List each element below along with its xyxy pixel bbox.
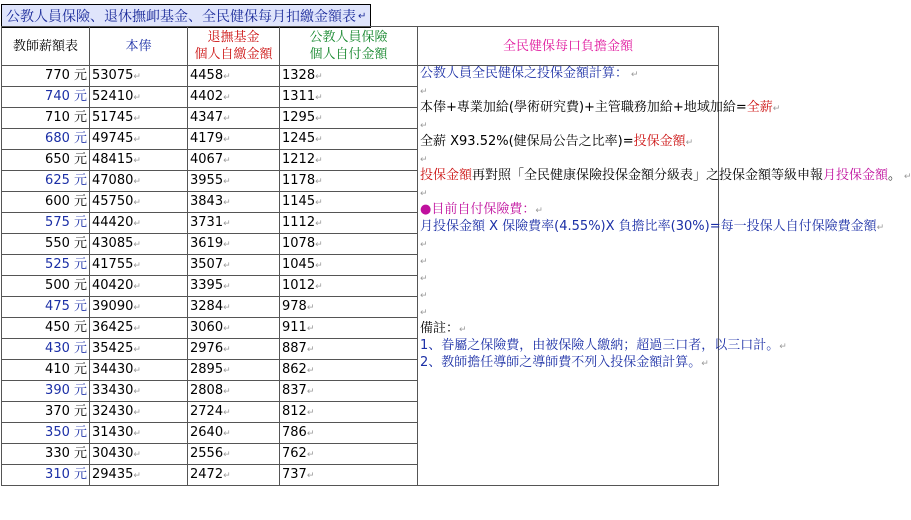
- note-line: 2、教師擔任導師之導師費不列入投保金額計算。↵: [420, 355, 709, 370]
- pension-cell: 3395↵: [188, 276, 280, 297]
- base-cell: 47080↵: [90, 171, 188, 192]
- pension-cell: 4402↵: [188, 87, 280, 108]
- paragraph-mark-icon: ↵: [133, 71, 141, 82]
- salary-cell: 740 元: [2, 87, 90, 108]
- insurance-cell: 1328↵: [280, 66, 418, 87]
- paragraph-mark-icon: ↵: [315, 197, 323, 208]
- paragraph-mark-icon: ↵: [223, 197, 231, 208]
- note-line: ↵: [420, 121, 428, 131]
- note-line: ↵: [420, 240, 428, 250]
- pension-cell: 3507↵: [188, 255, 280, 276]
- paragraph-mark-icon: ↵: [133, 92, 141, 103]
- pension-cell: 3731↵: [188, 213, 280, 234]
- insurance-cell: 911↵: [280, 318, 418, 339]
- note-line: ↵: [420, 87, 428, 97]
- base-cell: 51745↵: [90, 108, 188, 129]
- note-line: 月投保金額 X 保險費率(4.55%)X 負擔比率(30%)=每一投保人自付保險費金額↵: [420, 219, 885, 234]
- insurance-cell: 837↵: [280, 381, 418, 402]
- insurance-cell: 1311↵: [280, 87, 418, 108]
- note-line: ↵: [420, 291, 428, 301]
- salary-cell: 650 元: [2, 150, 90, 171]
- base-cell: 31430↵: [90, 423, 188, 444]
- base-cell: 39090↵: [90, 297, 188, 318]
- paragraph-mark-icon: ↵: [315, 155, 323, 166]
- pension-cell: 4458↵: [188, 66, 280, 87]
- paragraph-mark-icon: ↵: [223, 176, 231, 187]
- pension-cell: 2895↵: [188, 360, 280, 381]
- paragraph-mark-icon: ↵: [133, 113, 141, 124]
- paragraph-mark-icon: ↵: [315, 176, 323, 187]
- paragraph-mark-icon: ↵: [223, 470, 231, 481]
- paragraph-mark-icon: ↵: [223, 218, 231, 229]
- paragraph-mark-icon: ↵: [223, 260, 231, 271]
- base-cell: 48415↵: [90, 150, 188, 171]
- paragraph-mark-icon: ↵: [315, 134, 323, 145]
- pension-cell: 2976↵: [188, 339, 280, 360]
- insurance-cell: 1295↵: [280, 108, 418, 129]
- paragraph-mark-icon: ↵: [223, 449, 231, 460]
- base-cell: 45750↵: [90, 192, 188, 213]
- paragraph-mark-icon: ↵: [223, 155, 231, 166]
- note-line: 投保金額再對照「全民健康保險投保金額分級表」之投保金額等級申報月投保金額。 ↵: [420, 168, 911, 183]
- paragraph-mark-icon: ↵: [133, 386, 141, 397]
- note-line: ↵: [420, 189, 428, 199]
- paragraph-mark-icon: ↵: [306, 365, 315, 376]
- deduction-table: [1, 26, 911, 486]
- insurance-cell: 762↵: [280, 444, 418, 465]
- pension-cell: 3284↵: [188, 297, 280, 318]
- base-cell: 52410↵: [90, 87, 188, 108]
- pension-cell: 3619↵: [188, 234, 280, 255]
- paragraph-mark-icon: ↵: [358, 10, 367, 22]
- insurance-cell: 1145↵: [280, 192, 418, 213]
- insurance-cell: 1112↵: [280, 213, 418, 234]
- salary-cell: 410 元: [2, 360, 90, 381]
- insurance-cell: 862↵: [280, 360, 418, 381]
- paragraph-mark-icon: ↵: [133, 407, 141, 418]
- paragraph-mark-icon: ↵: [223, 134, 231, 145]
- paragraph-mark-icon: ↵: [133, 218, 141, 229]
- paragraph-mark-icon: ↵: [223, 302, 231, 313]
- insurance-cell: 737↵: [280, 465, 418, 486]
- note-line: ↵: [420, 257, 428, 267]
- paragraph-mark-icon: ↵: [315, 239, 323, 250]
- salary-cell: 370 元: [2, 402, 90, 423]
- insurance-cell: 1078↵: [280, 234, 418, 255]
- base-cell: 34430↵: [90, 360, 188, 381]
- insurance-cell: 1012↵: [280, 276, 418, 297]
- table-body: [2, 27, 911, 486]
- paragraph-mark-icon: ↵: [133, 365, 141, 376]
- pension-cell: 4347↵: [188, 108, 280, 129]
- insurance-cell: 978↵: [280, 297, 418, 318]
- note-line: ↵: [420, 274, 428, 284]
- paragraph-mark-icon: ↵: [306, 302, 315, 313]
- base-cell: 49745↵: [90, 129, 188, 150]
- note-line: ●目前自付保險費：↵: [420, 202, 543, 217]
- paragraph-mark-icon: ↵: [223, 407, 231, 418]
- insurance-cell: 1212↵: [280, 150, 418, 171]
- paragraph-mark-icon: ↵: [223, 281, 231, 292]
- salary-cell: 600 元: [2, 192, 90, 213]
- paragraph-mark-icon: ↵: [133, 449, 141, 460]
- base-cell: 41755↵: [90, 255, 188, 276]
- base-cell: 43085↵: [90, 234, 188, 255]
- paragraph-mark-icon: ↵: [306, 386, 315, 397]
- salary-cell: 390 元: [2, 381, 90, 402]
- salary-cell: 500 元: [2, 276, 90, 297]
- base-cell: 53075↵: [90, 66, 188, 87]
- paragraph-mark-icon: ↵: [133, 344, 141, 355]
- header-salary: 教師薪額表: [2, 27, 90, 66]
- pension-cell: 4067↵: [188, 150, 280, 171]
- pension-cell: 2724↵: [188, 402, 280, 423]
- pension-cell: 2808↵: [188, 381, 280, 402]
- base-cell: 44420↵: [90, 213, 188, 234]
- table-title: [1, 4, 371, 28]
- salary-cell: 350 元: [2, 423, 90, 444]
- salary-cell: 625 元: [2, 171, 90, 192]
- salary-cell: 450 元: [2, 318, 90, 339]
- salary-cell: 525 元: [2, 255, 90, 276]
- salary-cell: 680 元: [2, 129, 90, 150]
- table-title-text: 公教人員保險、退休撫卹基金、全民健保每月扣繳金額表: [6, 9, 356, 25]
- note-line: 1、眷屬之保險費，由被保險人繳納；超過三口者，以三口計。↵: [420, 338, 787, 353]
- paragraph-mark-icon: ↵: [133, 176, 141, 187]
- paragraph-mark-icon: ↵: [223, 239, 231, 250]
- paragraph-mark-icon: ↵: [223, 344, 231, 355]
- salary-cell: 710 元: [2, 108, 90, 129]
- paragraph-mark-icon: ↵: [306, 470, 315, 481]
- pension-cell: 4179↵: [188, 129, 280, 150]
- salary-cell: 770 元: [2, 66, 90, 87]
- paragraph-mark-icon: ↵: [315, 218, 323, 229]
- paragraph-mark-icon: ↵: [133, 239, 141, 250]
- note-line: ↵: [420, 308, 428, 318]
- insurance-cell: 1045↵: [280, 255, 418, 276]
- paragraph-mark-icon: ↵: [223, 113, 231, 124]
- paragraph-mark-icon: ↵: [315, 92, 323, 103]
- paragraph-mark-icon: ↵: [223, 323, 231, 334]
- insurance-cell: 812↵: [280, 402, 418, 423]
- base-cell: 29435↵: [90, 465, 188, 486]
- paragraph-mark-icon: ↵: [133, 323, 141, 334]
- paragraph-mark-icon: ↵: [133, 281, 141, 292]
- paragraph-mark-icon: ↵: [315, 71, 323, 82]
- note-line: ↵: [420, 155, 428, 165]
- paragraph-mark-icon: ↵: [133, 470, 141, 481]
- header-base: 本俸: [90, 27, 188, 66]
- base-cell: 33430↵: [90, 381, 188, 402]
- header-pension: 退撫基金 個人自繳金額: [188, 27, 280, 66]
- pension-cell: 2556↵: [188, 444, 280, 465]
- pension-cell: 2640↵: [188, 423, 280, 444]
- pension-cell: 3843↵: [188, 192, 280, 213]
- paragraph-mark-icon: ↵: [223, 92, 231, 103]
- pension-cell: 3060↵: [188, 318, 280, 339]
- salary-cell: 310 元: [2, 465, 90, 486]
- paragraph-mark-icon: ↵: [133, 134, 141, 145]
- table-row: [2, 66, 719, 87]
- note-line: 公教人員全民健保之投保金額計算： ↵: [420, 66, 639, 81]
- insurance-cell: 786↵: [280, 423, 418, 444]
- base-cell: 35425↵: [90, 339, 188, 360]
- pension-cell: 3955↵: [188, 171, 280, 192]
- paragraph-mark-icon: ↵: [223, 428, 231, 439]
- paragraph-mark-icon: ↵: [133, 260, 141, 271]
- paragraph-mark-icon: ↵: [306, 449, 315, 460]
- header-health: 全民健保每口負擔金額: [418, 27, 719, 66]
- salary-cell: 475 元: [2, 297, 90, 318]
- note-line: 備註：↵: [420, 321, 467, 336]
- health-insurance-notes: [418, 66, 911, 486]
- paragraph-mark-icon: ↵: [306, 407, 315, 418]
- insurance-cell: 1245↵: [280, 129, 418, 150]
- paragraph-mark-icon: ↵: [223, 71, 231, 82]
- base-cell: 36425↵: [90, 318, 188, 339]
- paragraph-mark-icon: ↵: [223, 386, 231, 397]
- paragraph-mark-icon: ↵: [133, 197, 141, 208]
- salary-cell: 330 元: [2, 444, 90, 465]
- pension-cell: 2472↵: [188, 465, 280, 486]
- paragraph-mark-icon: ↵: [306, 428, 315, 439]
- paragraph-mark-icon: ↵: [133, 302, 141, 313]
- salary-cell: 575 元: [2, 213, 90, 234]
- note-line: 全薪 X93.52%(健保局公告之比率)=投保金額↵: [420, 134, 694, 149]
- note-line: 本俸+專業加給(學術研究費)+主管職務加給+地域加給=全薪↵: [420, 100, 781, 115]
- paragraph-mark-icon: ↵: [223, 365, 231, 376]
- paragraph-mark-icon: ↵: [133, 155, 141, 166]
- header-row: [2, 27, 719, 66]
- header-insurance: 公教人員保險 個人自付金額: [280, 27, 418, 66]
- base-cell: 32430↵: [90, 402, 188, 423]
- paragraph-mark-icon: ↵: [133, 428, 141, 439]
- paragraph-mark-icon: ↵: [306, 344, 315, 355]
- paragraph-mark-icon: ↵: [315, 260, 323, 271]
- salary-cell: 550 元: [2, 234, 90, 255]
- paragraph-mark-icon: ↵: [315, 113, 323, 124]
- salary-cell: 430 元: [2, 339, 90, 360]
- paragraph-mark-icon: ↵: [315, 281, 323, 292]
- insurance-cell: 1178↵: [280, 171, 418, 192]
- base-cell: 40420↵: [90, 276, 188, 297]
- base-cell: 30430↵: [90, 444, 188, 465]
- insurance-cell: 887↵: [280, 339, 418, 360]
- paragraph-mark-icon: ↵: [306, 323, 315, 334]
